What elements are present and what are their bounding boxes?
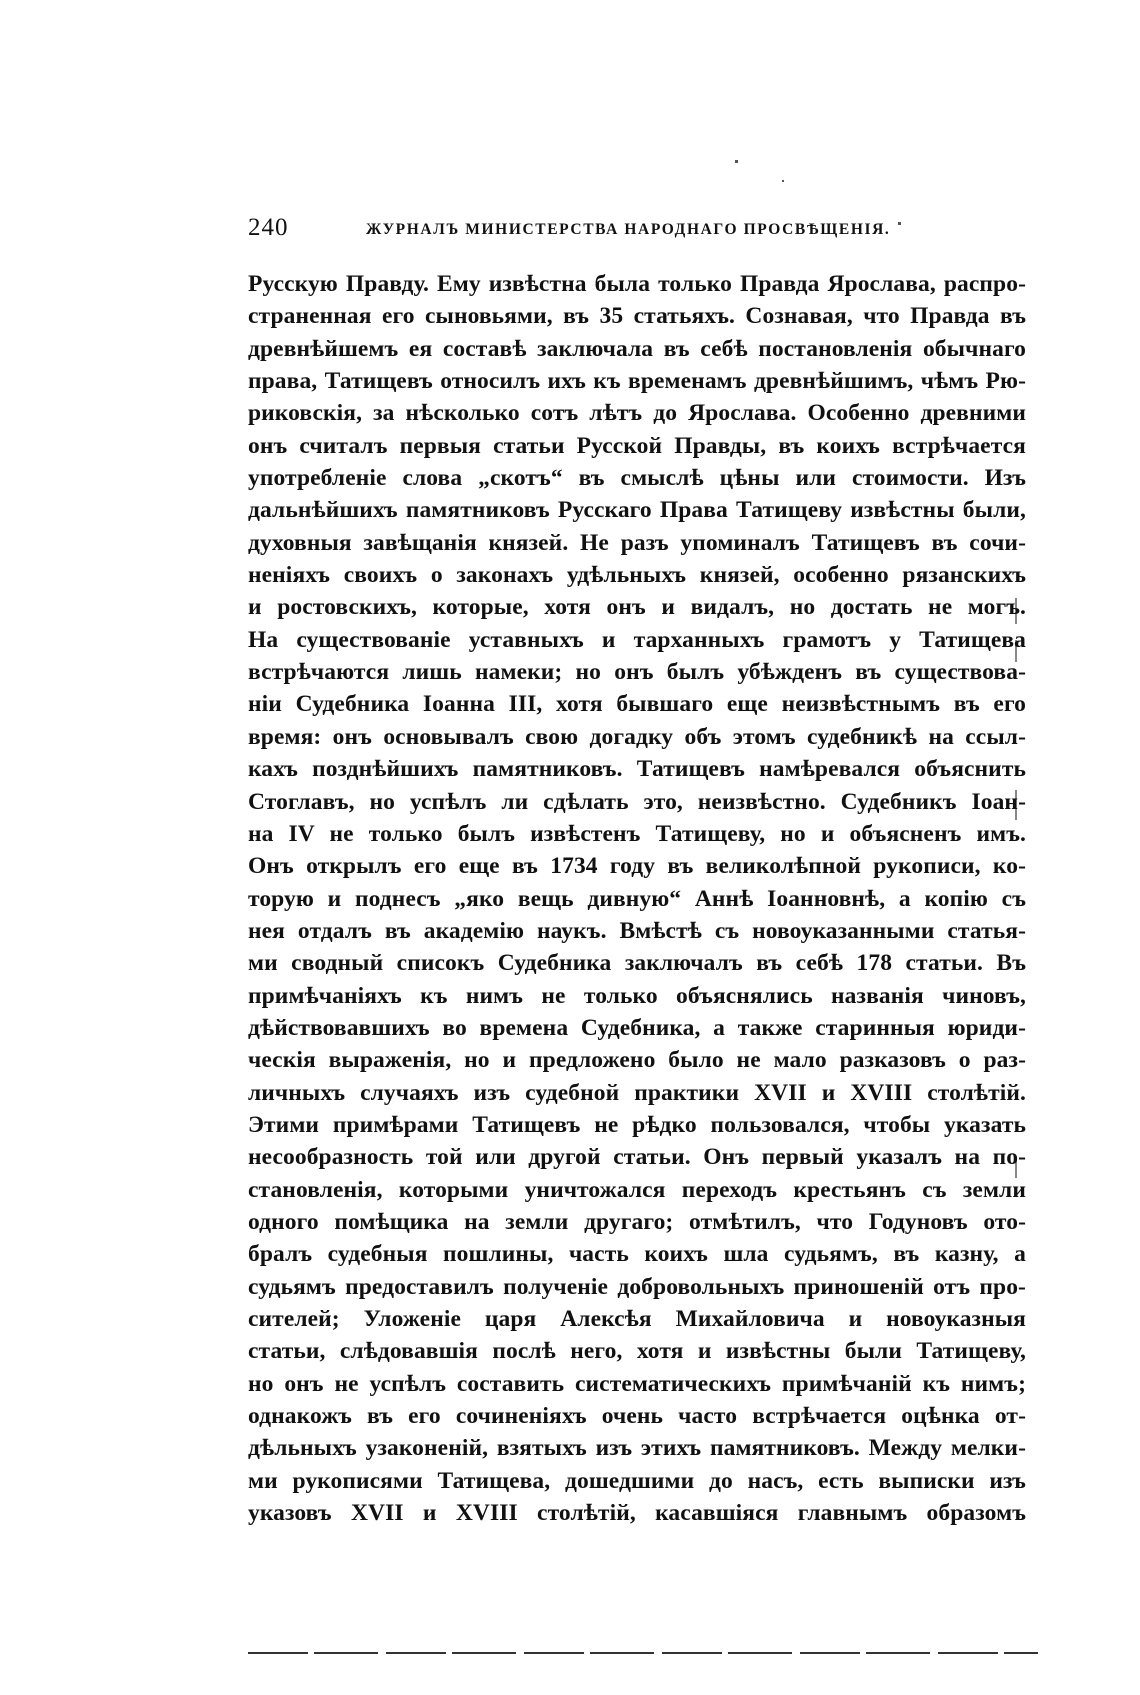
- text-line: духовныя завѣщанія князей. Не разъ упоминалъ Татищевъ въ сочи-: [248, 529, 1026, 556]
- text-line: кахъ позднѣйшихъ памятниковъ. Татищевъ намѣревался объяснить: [248, 756, 1026, 783]
- text-line: личныхъ случаяхъ изъ судебной практики XVII и XVIII столѣтій.: [248, 1079, 1026, 1106]
- text-line: встрѣчаются лишь намеки; но онъ былъ убѣжденъ въ существова-: [248, 659, 1026, 686]
- text-line: ческія выраженія, но и предложено было не мало разказовъ о раз-: [248, 1047, 1026, 1074]
- text-line: судьямъ предоставилъ полученіе добровольныхъ приношеній отъ про-: [248, 1273, 1026, 1300]
- page-number: 240: [248, 214, 289, 241]
- text-line: примѣчаніяхъ къ нимъ не только объяснялись названія чиновъ,: [248, 982, 1026, 1009]
- text-line: Стоглавъ, но успѣлъ ли сдѣлать это, неизвѣстно. Судебникъ Іоан-: [248, 788, 1026, 815]
- text-line: дѣйствовавшихъ во времена Судебника, а также старинныя юриди-: [248, 1014, 1026, 1041]
- text-line: Русскую Правду. Ему извѣстна была только Правда Ярослава, распро-: [248, 271, 1026, 297]
- text-line: статьи, слѣдовавшія послѣ него, хотя и извѣстны были Татищеву,: [248, 1338, 1026, 1365]
- text-line: сителей; Уложеніе царя Алексѣя Михайловича и новоуказныя: [248, 1306, 1026, 1332]
- text-line: торую и поднесъ „яко вещь дивную“ Аннѣ Іоанновнѣ, а копію съ: [248, 885, 1026, 912]
- text-line: страненная его сыновьями, въ 35 статьяхъ. Сознавая, что Правда въ: [248, 303, 1026, 330]
- text-line: становленія, которыми уничтожался переходъ крестьянъ съ земли: [248, 1176, 1026, 1203]
- text-line: однакожъ въ его сочиненіяхъ очень часто встрѣчается оцѣнка от-: [248, 1403, 1026, 1430]
- text-line: дальнѣйшихъ памятниковъ Русскаго Права Татищеву извѣстны были,: [248, 497, 1026, 524]
- text-line: употребленіе слова „скотъ“ въ смыслѣ цѣны или стоимости. Изъ: [248, 465, 1026, 492]
- text-line: онъ считалъ первыя статьи Русской Правды, въ коихъ встрѣчается: [248, 432, 1026, 459]
- body-text: [248, 268, 1026, 1529]
- text-line: На существованіе уставныхъ и тарханныхъ грамотъ у Татищева: [248, 626, 1026, 653]
- page-header: [248, 214, 1028, 254]
- text-line: бралъ судебныя пошлины, часть коихъ шла судьямъ, въ казну, а: [248, 1241, 1026, 1268]
- text-line: неніяхъ своихъ о законахъ удѣльныхъ князей, особенно рязанскихъ: [248, 562, 1026, 589]
- scan-speck: [782, 180, 784, 182]
- text-line: указовъ XVII и XVIII столѣтій, касавшіяся главнымъ образомъ: [248, 1500, 1026, 1527]
- text-line: Онъ открылъ его еще въ 1734 году въ великолѣпной рукописи, ко-: [248, 853, 1026, 880]
- text-line: несообразность той или другой статьи. Онъ первый указалъ на по-: [248, 1144, 1026, 1171]
- text-line: и ростовскихъ, которые, хотя онъ и видалъ, но достать не могъ.: [248, 594, 1026, 621]
- scan-rule: [248, 1652, 1038, 1654]
- text-line: но онъ не успѣлъ составить систематическихъ примѣчаній къ нимъ;: [248, 1370, 1026, 1397]
- text-line: древнѣйшемъ ея составѣ заключала въ себѣ постановленія обычнаго: [248, 335, 1026, 362]
- text-line: одного помѣщика на земли другаго; отмѣтилъ, что Годуновъ ото-: [248, 1208, 1026, 1235]
- text-line: ніи Судебника Іоанна III, хотя бывшаго еще неизвѣстнымъ въ его: [248, 691, 1026, 718]
- text-line: риковскія, за нѣсколько сотъ лѣтъ до Ярослава. Особенно древними: [248, 400, 1026, 427]
- text-line: права, Татищевъ относилъ ихъ къ временамъ древнѣйшимъ, чѣмъ Рю-: [248, 368, 1026, 395]
- scan-speck: [735, 160, 738, 163]
- text-line: ми сводный списокъ Судебника заключалъ въ себѣ 178 статьи. Въ: [248, 950, 1026, 977]
- text-line: время: онъ основывалъ свою догадку объ этомъ судебникѣ на ссыл-: [248, 723, 1026, 750]
- text-line: нея отдалъ въ академію наукъ. Вмѣстѣ съ новоуказанными статья-: [248, 917, 1026, 944]
- text-line: дѣльныхъ узаконеній, взятыхъ изъ этихъ памятниковъ. Между мелки-: [248, 1435, 1026, 1462]
- text-line: ми рукописями Татищева, дошедшими до насъ, есть выписки изъ: [248, 1467, 1026, 1494]
- text-line: на IV не только былъ извѣстенъ Татищеву, но и объясненъ имъ.: [248, 820, 1026, 847]
- text-line: Этими примѣрами Татищевъ не рѣдко пользовался, чтобы указать: [248, 1111, 1026, 1138]
- running-title: ЖУРНАЛЪ МИНИСТЕРСТВА НАРОДНАГО ПРОСВѢЩЕНІЯ.: [366, 221, 891, 238]
